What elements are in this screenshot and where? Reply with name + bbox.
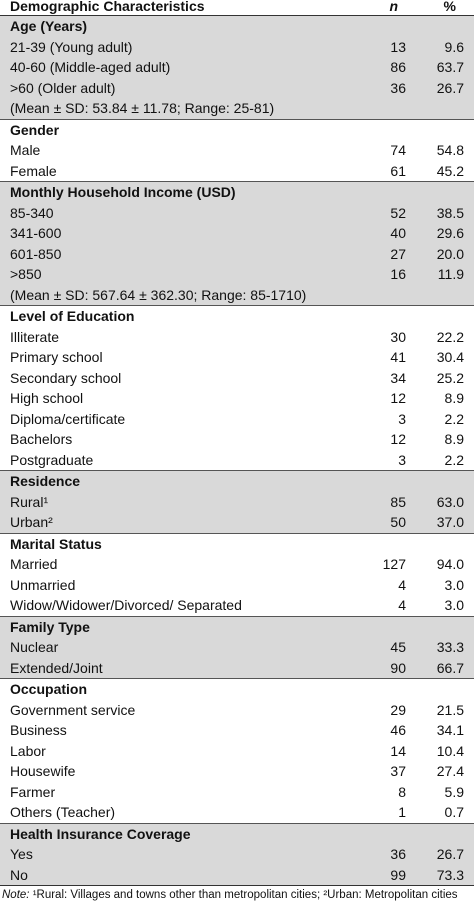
row-pct: 21.5 (436, 701, 464, 718)
row-label: Government service (10, 701, 136, 718)
row-n: 86 (390, 59, 406, 75)
row-pct: 30.4 (436, 349, 464, 365)
section-title: Health Insurance Coverage (10, 825, 191, 842)
table-row (0, 78, 474, 99)
table-row (0, 388, 474, 409)
row-n: 34 (390, 369, 406, 386)
table-row (0, 741, 474, 762)
table-row (0, 347, 474, 368)
table-row (0, 223, 474, 244)
row-label: Unmarried (10, 576, 76, 593)
row-n: 36 (390, 79, 406, 96)
row-n: 36 (390, 846, 406, 862)
table-row (0, 368, 474, 389)
row-pct: 20.0 (436, 245, 464, 262)
row-label: >850 (10, 266, 42, 282)
row-pct: 8.9 (444, 431, 464, 447)
row-n: 40 (390, 225, 406, 241)
row-pct: 5.9 (444, 783, 464, 800)
row-label: Female (10, 162, 57, 179)
row-n: 50 (390, 514, 406, 530)
row-n: 27 (390, 245, 406, 262)
table-group (0, 616, 474, 679)
row-label: Postgraduate (10, 451, 94, 468)
table-row (0, 409, 474, 430)
section-title: Family Type (10, 618, 90, 635)
row-label: Labor (10, 742, 46, 759)
table-header (0, 0, 474, 16)
row-n: 29 (390, 701, 406, 718)
row-pct: 37.0 (436, 514, 464, 530)
section-title: Level of Education (10, 308, 135, 324)
row-n: 85 (390, 493, 406, 510)
row-label: >60 (Older adult) (10, 79, 116, 96)
row-n: 45 (390, 639, 406, 655)
row-label: Diploma/certificate (10, 410, 126, 427)
table-row (0, 57, 474, 78)
table-group (0, 181, 474, 305)
row-pct: 3.0 (444, 576, 464, 593)
row-pct: 2.2 (444, 451, 464, 468)
table-group (0, 16, 474, 119)
row-pct: 66.7 (436, 659, 464, 676)
row-pct: 45.2 (436, 162, 464, 179)
header-n: n (389, 0, 398, 14)
row-n: 99 (390, 866, 406, 883)
row-pct: 63.0 (436, 493, 464, 510)
section-heading (0, 182, 474, 203)
row-n: 74 (390, 142, 406, 158)
row-n: 14 (390, 742, 406, 759)
row-pct: 26.7 (436, 846, 464, 862)
row-label: Yes (10, 846, 33, 862)
section-heading (0, 16, 474, 37)
table-row (0, 802, 474, 823)
table-group (0, 305, 474, 470)
row-pct: 2.2 (444, 410, 464, 427)
note-text: ¹Rural: Villages and towns other than metropolitan cities; ²Urban: Metropolitan cities (29, 889, 458, 901)
row-n (350, 285, 406, 306)
table-row (0, 140, 474, 161)
table-row (0, 203, 474, 224)
table-row (0, 161, 474, 182)
section-title: Gender (10, 121, 60, 138)
row-n: 4 (398, 597, 406, 613)
row-label: 601-850 (10, 245, 62, 262)
table-row (0, 429, 474, 450)
table-row (0, 637, 474, 658)
row-pct: 34.1 (436, 722, 464, 738)
section-heading (0, 471, 474, 492)
row-pct: 25.2 (436, 369, 464, 386)
row-pct: 54.8 (436, 142, 464, 158)
row-label: Married (10, 556, 58, 572)
row-n: 90 (390, 659, 406, 676)
row-pct: 8.9 (444, 390, 464, 406)
row-pct: 26.7 (436, 79, 464, 96)
row-label: No (10, 866, 28, 883)
row-label: 85-340 (10, 204, 54, 221)
section-heading (0, 306, 474, 327)
row-n: 127 (382, 556, 406, 572)
row-n: 13 (390, 38, 406, 55)
section-heading (0, 617, 474, 638)
row-label: Primary school (10, 349, 103, 365)
row-label: Nuclear (10, 639, 59, 655)
row-label: Business (10, 722, 67, 738)
row-n: 3 (398, 410, 406, 427)
row-label: Urban² (10, 514, 53, 530)
row-label: Others (Teacher) (10, 804, 116, 820)
row-pct: 29.6 (436, 225, 464, 241)
row-label: Male (10, 142, 41, 158)
row-label: 21-39 (Young adult) (10, 38, 133, 55)
row-label: Illiterate (10, 328, 60, 345)
table-body (0, 16, 474, 886)
row-label: Rural¹ (10, 493, 49, 510)
row-label: High school (10, 390, 84, 406)
table-row (0, 554, 474, 575)
row-label: Housewife (10, 763, 76, 779)
row-n: 52 (390, 204, 406, 221)
table-row (0, 285, 474, 306)
table-row (0, 658, 474, 679)
row-n: 8 (398, 783, 406, 800)
row-label: (Mean ± SD: 567.64 ± 362.30; Range: 85-1710) (10, 286, 307, 303)
table-row (0, 761, 474, 782)
row-n: 12 (390, 431, 406, 447)
row-pct: 0.7 (444, 804, 464, 820)
header-pct: % (443, 0, 456, 14)
section-heading (0, 120, 474, 141)
row-label: Widow/Widower/Divorced/ Separated (10, 597, 242, 613)
row-n: 41 (390, 349, 406, 365)
table-row (0, 264, 474, 285)
table-row (0, 595, 474, 616)
section-title: Marital Status (10, 535, 102, 552)
row-pct: 3.0 (444, 597, 464, 613)
row-pct: 22.2 (436, 328, 464, 345)
table-row (0, 37, 474, 58)
row-label: (Mean ± SD: 53.84 ± 11.78; Range: 25-81) (10, 100, 275, 116)
row-n: 1 (398, 804, 406, 820)
table-group (0, 678, 474, 823)
table-row (0, 720, 474, 741)
row-n: 16 (390, 266, 406, 282)
row-pct: 63.7 (436, 59, 464, 75)
table-note (0, 886, 474, 902)
table-row (0, 512, 474, 533)
row-label: 40-60 (Middle-aged adult) (10, 59, 171, 75)
row-pct (406, 285, 474, 306)
section-title: Occupation (10, 681, 88, 697)
table-row (0, 244, 474, 265)
section-title: Monthly Household Income (USD) (10, 184, 236, 200)
row-n: 30 (390, 328, 406, 345)
section-heading (0, 824, 474, 845)
section-title: Residence (10, 473, 81, 489)
section-title: Age (Years) (10, 18, 88, 34)
section-heading (0, 679, 474, 700)
header-label: Demographic Characteristics (10, 0, 205, 14)
table-row (0, 700, 474, 721)
row-label: 341-600 (10, 225, 62, 241)
row-pct (406, 98, 474, 119)
table-row (0, 327, 474, 348)
row-label: Farmer (10, 783, 56, 800)
table-row (0, 492, 474, 513)
row-n: 61 (390, 162, 406, 179)
table-row (0, 844, 474, 865)
table-group (0, 533, 474, 616)
table-row (0, 575, 474, 596)
row-pct: 10.4 (436, 742, 464, 759)
row-pct: 27.4 (436, 763, 464, 779)
table-row (0, 450, 474, 471)
row-pct: 38.5 (436, 204, 464, 221)
section-heading (0, 534, 474, 555)
row-n: 12 (390, 390, 406, 406)
row-label: Extended/Joint (10, 659, 103, 676)
table-group (0, 470, 474, 533)
table-row (0, 98, 474, 119)
row-pct: 73.3 (436, 866, 464, 883)
row-label: Bachelors (10, 431, 73, 447)
row-n: 46 (390, 722, 406, 738)
table-group (0, 119, 474, 182)
row-label: Secondary school (10, 369, 122, 386)
row-n: 4 (398, 576, 406, 593)
row-n: 3 (398, 451, 406, 468)
row-n: 37 (390, 763, 406, 779)
table-row (0, 782, 474, 803)
row-n (350, 98, 406, 119)
note-prefix: Note: (2, 889, 30, 901)
row-pct: 33.3 (436, 639, 464, 655)
row-pct: 9.6 (444, 38, 464, 55)
row-pct: 11.9 (437, 266, 464, 282)
table-row (0, 865, 474, 886)
table-group (0, 823, 474, 887)
row-pct: 94.0 (436, 556, 464, 572)
